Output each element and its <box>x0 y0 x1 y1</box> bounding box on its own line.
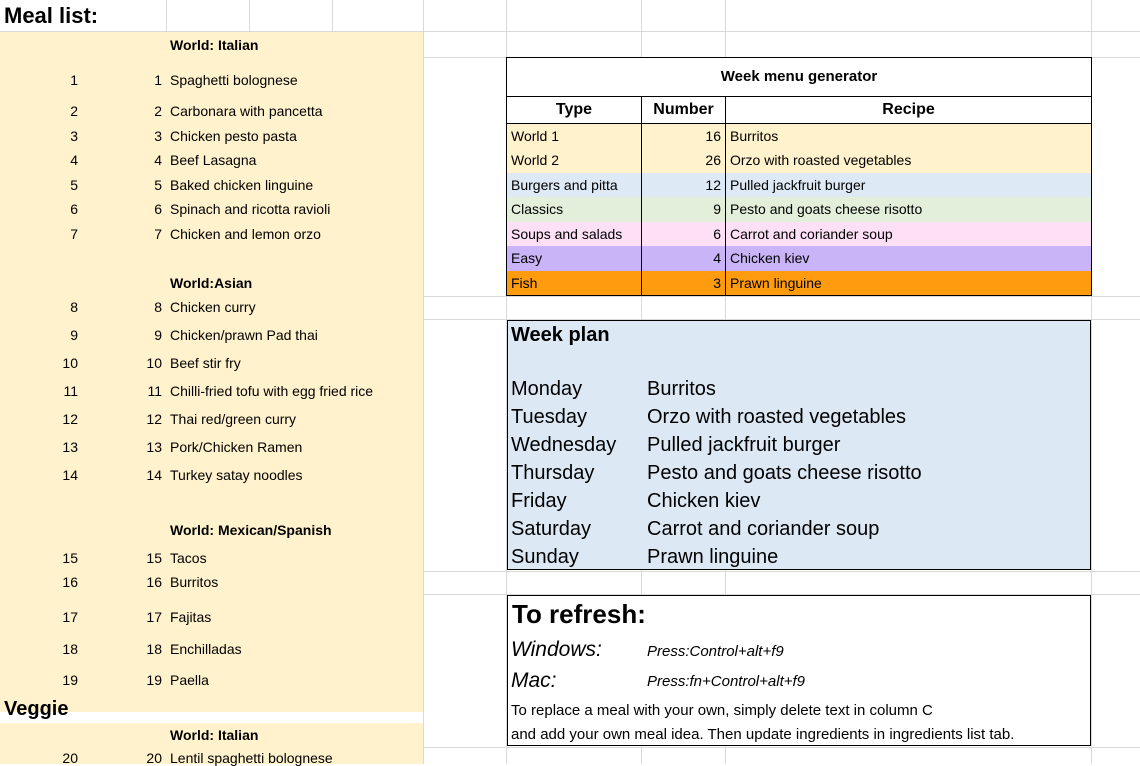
week-plan-meal[interactable]: Chicken kiev <box>647 490 761 512</box>
meal-index[interactable]: 13 <box>146 439 162 455</box>
meal-name[interactable]: Turkey satay noodles <box>170 467 303 483</box>
week-plan-day[interactable]: Tuesday <box>511 406 587 428</box>
week-plan-day[interactable]: Monday <box>511 378 583 400</box>
generator-recipe-cell[interactable]: Prawn linguine <box>725 271 1092 296</box>
mac-shortcut[interactable]: Press:fn+Control+alt+f9 <box>647 673 806 690</box>
meal-row-number[interactable]: 5 <box>70 177 78 193</box>
generator-number-cell[interactable]: 12 <box>641 173 726 198</box>
week-plan-meal[interactable]: Burritos <box>647 378 716 400</box>
meal-index[interactable]: 17 <box>146 609 162 625</box>
generator-title[interactable] <box>506 57 1092 97</box>
meal-row-number[interactable]: 2 <box>70 103 78 119</box>
meal-name[interactable]: Spaghetti bolognese <box>170 72 298 88</box>
generator-number-cell[interactable]: 4 <box>641 246 726 271</box>
generator-recipe-cell[interactable]: Chicken kiev <box>725 246 1092 271</box>
meal-row-number[interactable]: 14 <box>62 467 78 483</box>
meal-name[interactable]: Carbonara with pancetta <box>170 103 323 119</box>
section-header[interactable]: World:Asian <box>170 275 253 291</box>
meal-row-number[interactable]: 20 <box>62 750 78 766</box>
meal-name[interactable]: Paella <box>170 672 209 688</box>
refresh-panel <box>507 595 1091 746</box>
meal-row-number[interactable]: 3 <box>70 128 78 144</box>
sheet-title[interactable]: Meal list: <box>4 3 99 28</box>
meal-index[interactable]: 5 <box>154 177 162 193</box>
windows-shortcut[interactable]: Press:Control+alt+f9 <box>647 643 784 660</box>
meal-index[interactable]: 3 <box>154 128 162 144</box>
meal-row-number[interactable]: 9 <box>70 327 78 343</box>
meal-row-number[interactable]: 1 <box>70 72 78 88</box>
meal-index[interactable]: 7 <box>154 226 162 242</box>
generator-recipe-cell[interactable]: Orzo with roasted vegetables <box>725 148 1092 173</box>
refresh-note-line2[interactable]: and add your own meal idea. Then update ingredients in ingredients list tab. <box>511 726 1015 743</box>
meal-index[interactable]: 19 <box>146 672 162 688</box>
meal-name[interactable]: Chilli-fried tofu with egg fried rice <box>170 383 374 399</box>
generator-number-cell[interactable]: 9 <box>641 197 726 222</box>
meal-name[interactable]: Lentil spaghetti bolognese <box>170 750 333 766</box>
generator-type-cell[interactable]: Easy <box>506 246 642 271</box>
meal-name[interactable]: Burritos <box>170 574 219 590</box>
week-plan-day[interactable]: Saturday <box>511 518 592 540</box>
windows-label[interactable]: Windows: <box>511 638 602 661</box>
generator-number-cell[interactable]: 26 <box>641 148 726 173</box>
meal-row-number[interactable]: 4 <box>70 152 78 168</box>
generator-recipe-cell[interactable]: Pesto and goats cheese risotto <box>725 197 1092 222</box>
meal-row-number[interactable]: 19 <box>62 672 78 688</box>
meal-row-number[interactable]: 10 <box>62 355 78 371</box>
refresh-note-line1[interactable]: To replace a meal with your own, simply delete text in column C <box>511 702 933 719</box>
meal-row-number[interactable]: 17 <box>62 609 78 625</box>
section-header[interactable]: World: Italian <box>170 727 259 743</box>
generator-type-cell[interactable]: Burgers and pitta <box>506 173 642 198</box>
meal-row-number[interactable]: 11 <box>63 383 78 399</box>
mac-label[interactable]: Mac: <box>511 669 557 692</box>
meal-index[interactable]: 1 <box>154 72 162 88</box>
meal-row-number[interactable]: 12 <box>62 411 78 427</box>
meal-index[interactable]: 15 <box>146 550 162 566</box>
meal-name[interactable]: Chicken and lemon orzo <box>170 226 321 242</box>
header-type[interactable]: Type <box>506 96 642 124</box>
header-recipe[interactable]: Recipe <box>725 96 1092 124</box>
header-number[interactable]: Number <box>641 96 726 124</box>
meal-index[interactable]: 4 <box>154 152 162 168</box>
meal-index[interactable]: 16 <box>146 574 162 590</box>
generator-type-cell[interactable]: Fish <box>506 271 642 296</box>
generator-type-cell[interactable]: Soups and salads <box>506 222 642 247</box>
generator-type-cell[interactable]: Classics <box>506 197 642 222</box>
generator-type-cell[interactable]: World 1 <box>506 124 642 149</box>
meal-name[interactable]: Fajitas <box>170 609 212 625</box>
meal-name[interactable]: Pork/Chicken Ramen <box>170 439 303 455</box>
veggie-label[interactable]: Veggie <box>4 698 69 720</box>
week-plan-day[interactable]: Sunday <box>511 546 579 568</box>
meal-index[interactable]: 10 <box>146 355 162 371</box>
meal-row-number[interactable]: 13 <box>62 439 78 455</box>
meal-row-number[interactable]: 16 <box>62 574 78 590</box>
meal-name[interactable]: Beef stir fry <box>170 355 241 371</box>
meal-index[interactable]: 18 <box>146 641 162 657</box>
week-plan-meal[interactable]: Carrot and coriander soup <box>647 518 880 540</box>
week-plan-meal[interactable]: Pesto and goats cheese risotto <box>647 462 922 484</box>
meal-name[interactable]: Tacos <box>170 550 207 566</box>
generator-recipe-cell[interactable]: Carrot and coriander soup <box>725 222 1092 247</box>
week-plan-day[interactable]: Wednesday <box>511 434 617 456</box>
week-plan-meal[interactable]: Orzo with roasted vegetables <box>647 406 907 428</box>
meal-name[interactable]: Chicken/prawn Pad thai <box>170 327 318 343</box>
generator-title-text: Week menu generator <box>720 68 878 85</box>
meal-name[interactable]: Chicken curry <box>170 299 256 315</box>
week-plan-day[interactable]: Thursday <box>511 462 595 484</box>
week-plan-meal[interactable]: Prawn linguine <box>647 546 779 568</box>
week-plan-panel <box>507 320 1091 570</box>
meal-index[interactable]: 9 <box>154 327 162 343</box>
meal-name[interactable]: Spinach and ricotta ravioli <box>170 201 331 217</box>
meal-name[interactable]: Enchilladas <box>170 641 242 657</box>
section-header[interactable]: World: Italian <box>170 37 259 53</box>
refresh-title[interactable]: To refresh: <box>512 599 646 629</box>
meal-name[interactable]: Beef Lasagna <box>170 152 257 168</box>
generator-number-cell[interactable]: 16 <box>641 124 726 149</box>
generator-number-cell[interactable]: 3 <box>641 271 726 296</box>
generator-number-cell[interactable]: 6 <box>641 222 726 247</box>
meal-row-number[interactable]: 8 <box>70 299 78 315</box>
meal-index[interactable]: 2 <box>154 103 162 119</box>
week-plan-title[interactable]: Week plan <box>511 324 610 346</box>
meal-index[interactable]: 11 <box>147 383 162 399</box>
generator-type-cell[interactable]: World 2 <box>506 148 642 173</box>
week-plan-day[interactable]: Friday <box>511 490 567 512</box>
meal-index[interactable]: 12 <box>146 411 162 427</box>
meal-name[interactable]: Baked chicken linguine <box>170 177 314 193</box>
meal-index[interactable]: 8 <box>154 299 162 315</box>
meal-row-number[interactable]: 7 <box>70 226 78 242</box>
week-plan-meal[interactable]: Pulled jackfruit burger <box>647 434 841 456</box>
meal-row-number[interactable]: 15 <box>62 550 78 566</box>
meal-index[interactable]: 20 <box>146 750 162 766</box>
meal-row-number[interactable]: 6 <box>70 201 78 217</box>
meal-name[interactable]: Thai red/green curry <box>170 411 297 427</box>
meal-index[interactable]: 14 <box>146 467 162 483</box>
meal-index[interactable]: 6 <box>154 201 162 217</box>
generator-recipe-cell[interactable]: Burritos <box>725 124 1092 149</box>
section-header[interactable]: World: Mexican/Spanish <box>170 522 332 538</box>
generator-recipe-cell[interactable]: Pulled jackfruit burger <box>725 173 1092 198</box>
meal-row-number[interactable]: 18 <box>62 641 78 657</box>
meal-name[interactable]: Chicken pesto pasta <box>170 128 297 144</box>
